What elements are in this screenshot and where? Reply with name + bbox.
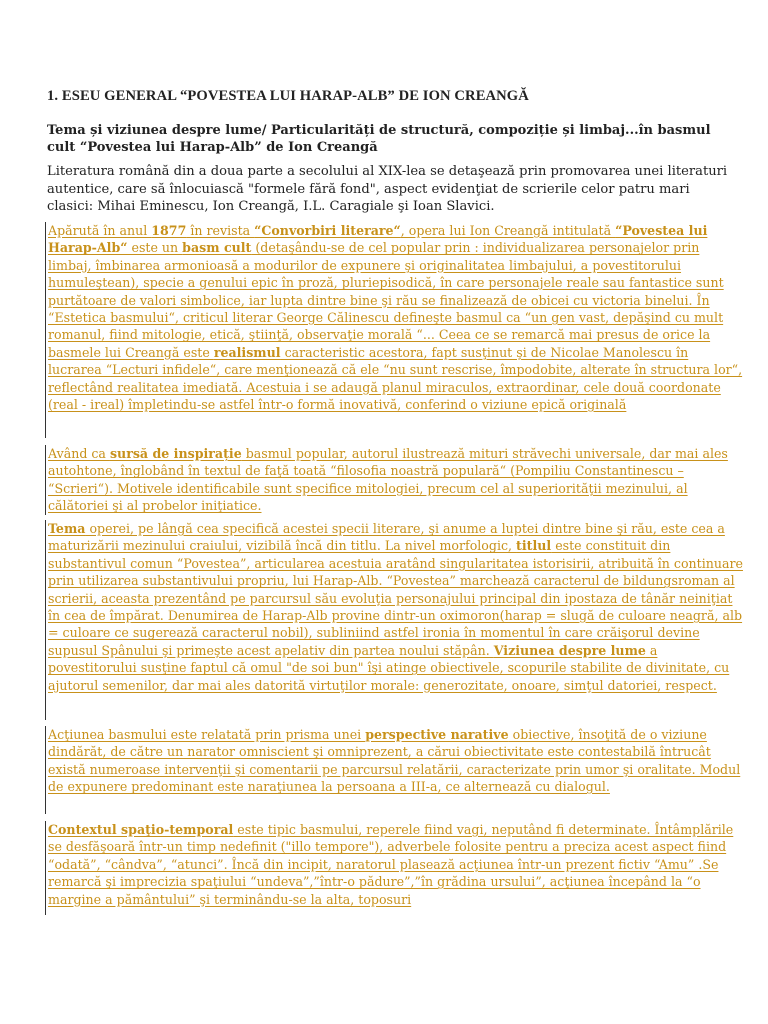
paragraph-perspective: Acţiunea basmului este relatată prin prisma unei perspective narative obiective, însoţită de o viziune dindărăt, de către un narator omniscient şi omniprezent, a cărui obiectivitate este contestabilă întrucât există numeroase intervenţii şi comentarii pe parcursul relatării, caracterizate prin umor şi oralitate. Modul de expunere predominant este naraţiunea la persoana a III-a, ce alternează cu dialogul. [45, 726, 744, 814]
essay-subheading: Tema și viziunea despre lume/ Particularități de structură, compoziție și limbaj...în basmul cult “Povestea lui Harap-Alb” de Ion Creangă [47, 123, 711, 155]
paragraph-context: Contextul spaţio-temporal este tipic basmului, reperele fiind vagi, neputând fi determinate. Întâmplările se desfăşoară într-un timp nedefinit ("illo tempore"), adverbele folosite pentru a preciza acest aspect fiind “odată”, “cândva”, “atunci”. Încă din incipit, naratorul plasează acţiunea într-un prezent fictiv “Amu” .Se remarcă şi imprecizia spaţiului “undeva”,”într-o pădure”,”în grădina ursului”, acţiunea începând la “o margine a pământului” şi terminându-se la alta, toposuri [45, 821, 744, 915]
paragraph-theme: Tema operei, pe lângă cea specifică acestei specii literare, şi anume a luptei dintre bine şi rău, este cea a maturizării mezinului craiului, vizibilă încă din titlu. La nivel morfologic, titlul este constituit din substantivul comun “Povestea”, articularea acestuia aratând singularitatea istorisirii, atribuită în continuare prin utilizarea substantivului propriu, lui Harap-Alb. “Povestea” marchează caracterul de bildungsroman al scrierii, aceasta prezentând pe parcursul său evoluţia personajului principal din ipostaza de tânăr neiniţiat în cea de împărat. Denumirea de Harap-Alb provine dintr-un oximoron(harap = slugă de culoare neagră, alb = culoare ce sugerează caracterul nobil), subliniind astfel ironia în momentul în care crăişorul devine supusul Spânului şi primeşte acest apelativ din partea noului stăpân. Viziunea despre lume a povestitorului susţine faptul că omul "de soi bun" îşi atinge obiectivele, scopurile stabilite de divinitate, cu ajutorul semenilor, dar mai ales datorită virtuţilor morale: generozitate, onoare, simţul datoriei, respect. [45, 520, 744, 720]
paragraph-publication: Apărută în anul 1877 în revista “Convorbiri literare“, opera lui Ion Creangă intitulată “Povestea lui Harap-Alb“ este un basm cult (detaşându-se de cel popular prin : individualizarea personajelor prin limbaj, îmbinarea armonioasă a modurilor de expunere şi originalitatea limbajului, a povestitorului humuleştean), specie a genului epic în proză, pluriepisodică, în care personajele reale sau fantastice sunt purtătoare de valori simbolice, iar lupta dintre bine şi rău se finalizează de obicei cu victoria binelui. În “Estetica basmului“, criticul literar George Călinescu defineşte basmul ca “un gen vast, depăşind cu mult romanul, fiind mitologie, etică, ştiinţă, observaţie morală “... Ceea ce se remarcă mai presus de orice la basmele lui Creangă este realismul caracteristic acestora, fapt susţinut şi de Nicolae Manolescu în lucrarea “Lecturi infidele“, care menţionează că ele “nu sunt rescrise, împodobite, alterate în structura lor“, reflectând realitatea imediată. Acestuia i se adaugă planul miraculos, extraordinar, cele două coordonate (real - ireal) împletindu-se astfel într-o formă inovativă, conferind o viziune epică originală [45, 222, 744, 438]
document-heading: 1. ESEU GENERAL “POVESTEA LUI HARAP-ALB” DE ION CREANGĂ [47, 88, 529, 104]
paragraph-inspiration: Având ca sursă de inspirație basmul popular, autorul ilustrează mituri străvechi universale, dar mai ales autohtone, înglobând în textul de faţă toată “filosofia noastră populară“ (Pompiliu Constantinescu – “Scrieri“). Motivele identificabile sunt specifice mitologiei, precum cel al superiorităţii mezinului, al călătoriei şi al probelor iniţiatice. [45, 445, 744, 515]
intro-paragraph: Literatura română din a doua parte a secolului al XIX-lea se detaşează prin promovarea unei literaturi autentice, care să înlocuiască "formele fără fond", aspect evidenţiat de scrierile celor patru mari clasici: Mihai Eminescu, Ion Creangă, I.L. Caragiale şi Ioan Slavici. [47, 164, 728, 214]
